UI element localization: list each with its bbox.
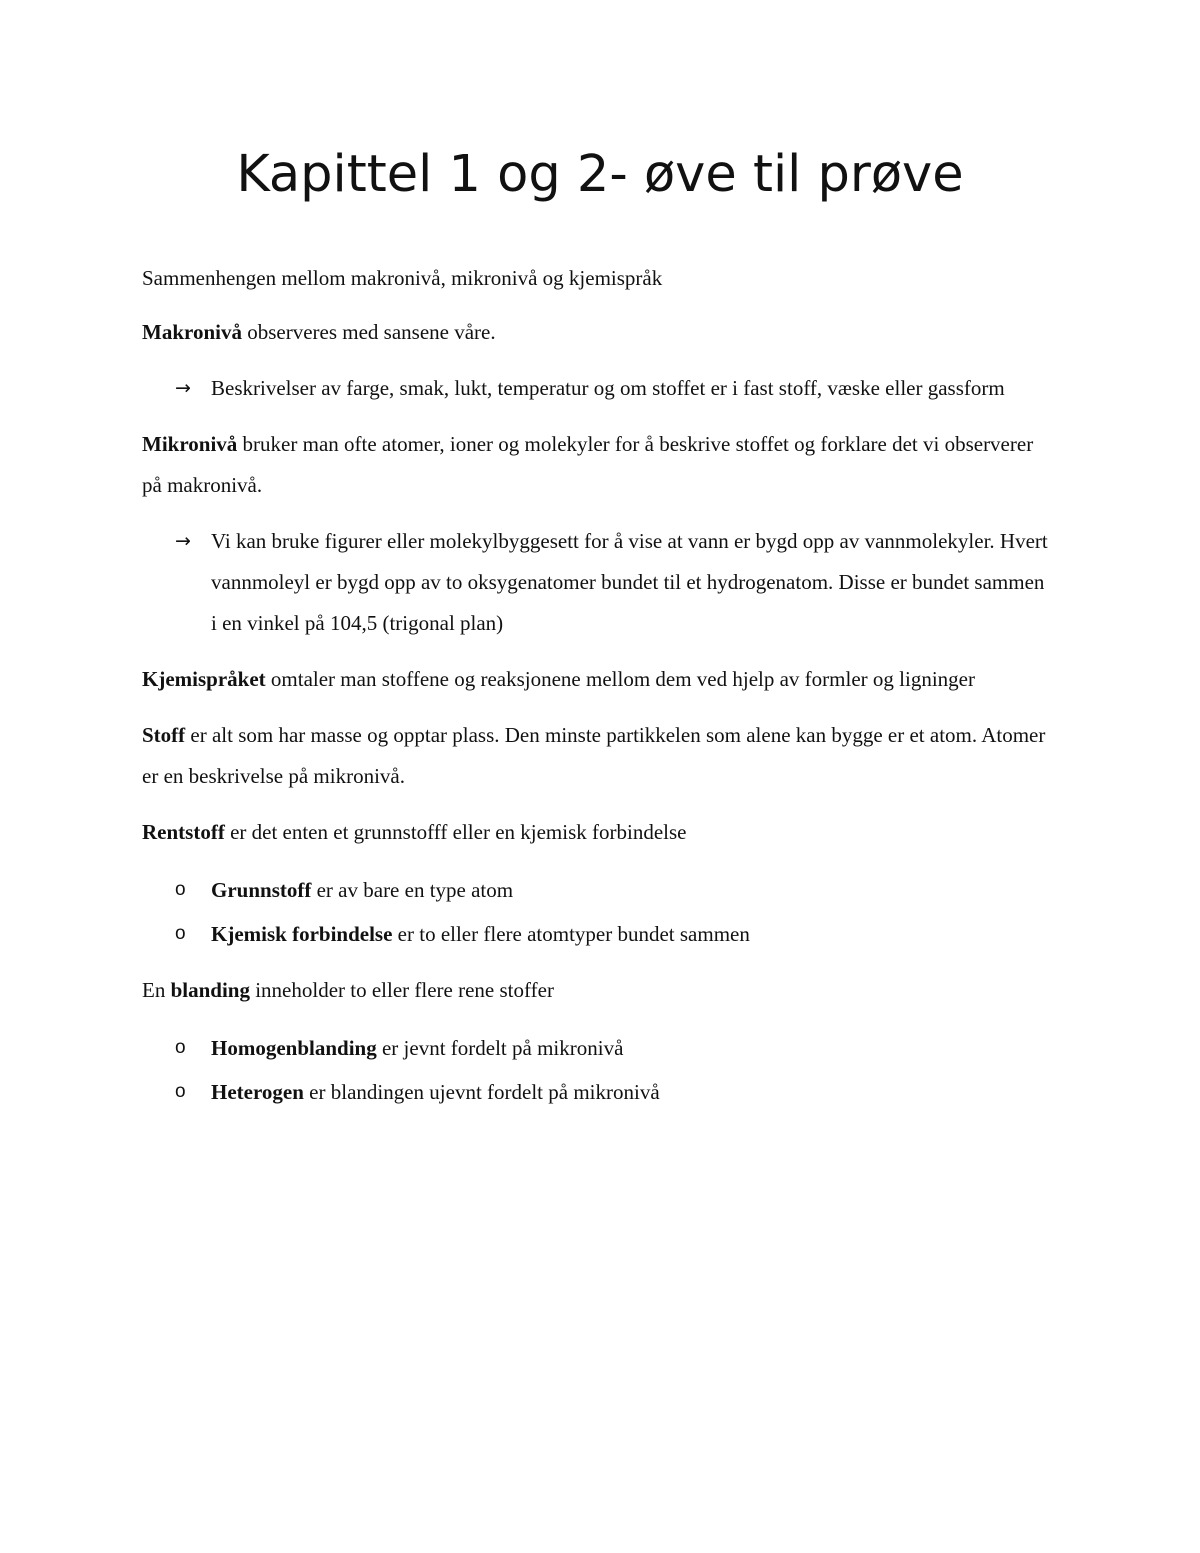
list-item-text: er av bare en type atom	[311, 878, 514, 902]
circle-bullet-icon: o	[175, 923, 186, 944]
kjemi-term: Kjemispråket	[142, 667, 266, 691]
mikro-term: Mikronivå	[142, 432, 238, 456]
list-item	[142, 1026, 1052, 1070]
rentstoff-text: er det enten et grunnstofff eller en kjemisk forbindelse	[224, 820, 687, 844]
mikro-paragraph	[142, 424, 1052, 506]
blanding-paragraph	[142, 970, 1052, 1011]
makro-term: Makronivå	[142, 320, 242, 344]
list-item-term: Heterogen	[211, 1080, 304, 1104]
arrow-icon: →	[175, 377, 191, 399]
blanding-list	[142, 1026, 1052, 1114]
stoff-paragraph	[142, 715, 1052, 797]
stoff-text: er alt som har masse og opptar plass. Den minste partikkelen som alene kan bygge er et atom. Atomer er en beskrivelse på mikronivå.	[142, 723, 1046, 788]
mikro-text: bruker man ofte atomer, ioner og molekyler for å beskrive stoffet og forklare det vi observerer på makronivå.	[142, 432, 1034, 497]
intro-paragraph: Sammenhengen mellom makronivå, mikronivå og kjemispråk	[142, 266, 663, 290]
list-item-term: Homogenblanding	[211, 1036, 377, 1060]
makro-paragraph	[142, 312, 1052, 353]
makro-text: observeres med sansene våre.	[241, 320, 496, 344]
list-item	[142, 868, 1052, 912]
page-title: Kapittel 1 og 2- øve til prøve	[236, 145, 964, 204]
kjemi-paragraph	[142, 659, 1052, 700]
makro-arrow-bullet	[142, 368, 1052, 409]
circle-bullet-icon: o	[175, 1037, 186, 1058]
list-item-text: er jevnt fordelt på mikronivå	[376, 1036, 624, 1060]
circle-bullet-icon: o	[175, 1081, 186, 1102]
rentstoff-term: Rentstoff	[142, 820, 225, 844]
arrow-icon: →	[175, 530, 191, 552]
kjemi-text: omtaler man stoffene og reaksjonene mellom dem ved hjelp av formler og ligninger	[265, 667, 975, 691]
list-item-text: er blandingen ujevnt fordelt på mikronivå	[303, 1080, 660, 1104]
stoff-term: Stoff	[142, 723, 186, 747]
makro-bullet-text: Beskrivelser av farge, smak, lukt, temperatur og om stoffet er i fast stoff, væske eller gassform	[211, 376, 1005, 400]
blanding-term: blanding	[170, 978, 250, 1002]
document-body	[142, 258, 1052, 1128]
list-item	[142, 912, 1052, 956]
blanding-prefix: En	[142, 978, 171, 1002]
list-item	[142, 1070, 1052, 1114]
list-item-term: Kjemisk forbindelse	[211, 922, 393, 946]
mikro-arrow-bullet	[142, 521, 1052, 644]
blanding-text: inneholder to eller flere rene stoffer	[249, 978, 554, 1002]
list-item-term: Grunnstoff	[211, 878, 312, 902]
rentstoff-list	[142, 868, 1052, 956]
rentstoff-paragraph	[142, 812, 1052, 853]
circle-bullet-icon: o	[175, 879, 186, 900]
list-item-text: er to eller flere atomtyper bundet sammen	[392, 922, 750, 946]
mikro-bullet-text: Vi kan bruke figurer eller molekylbyggesett for å vise at vann er bygd opp av vannmolekyler. Hvert vannmoleyl er bygd opp av to oksygenatomer bundet til et hydrogenatom. Disse er bundet sammen i en vinkel på 104,5 (trigonal plan)	[211, 529, 1048, 635]
